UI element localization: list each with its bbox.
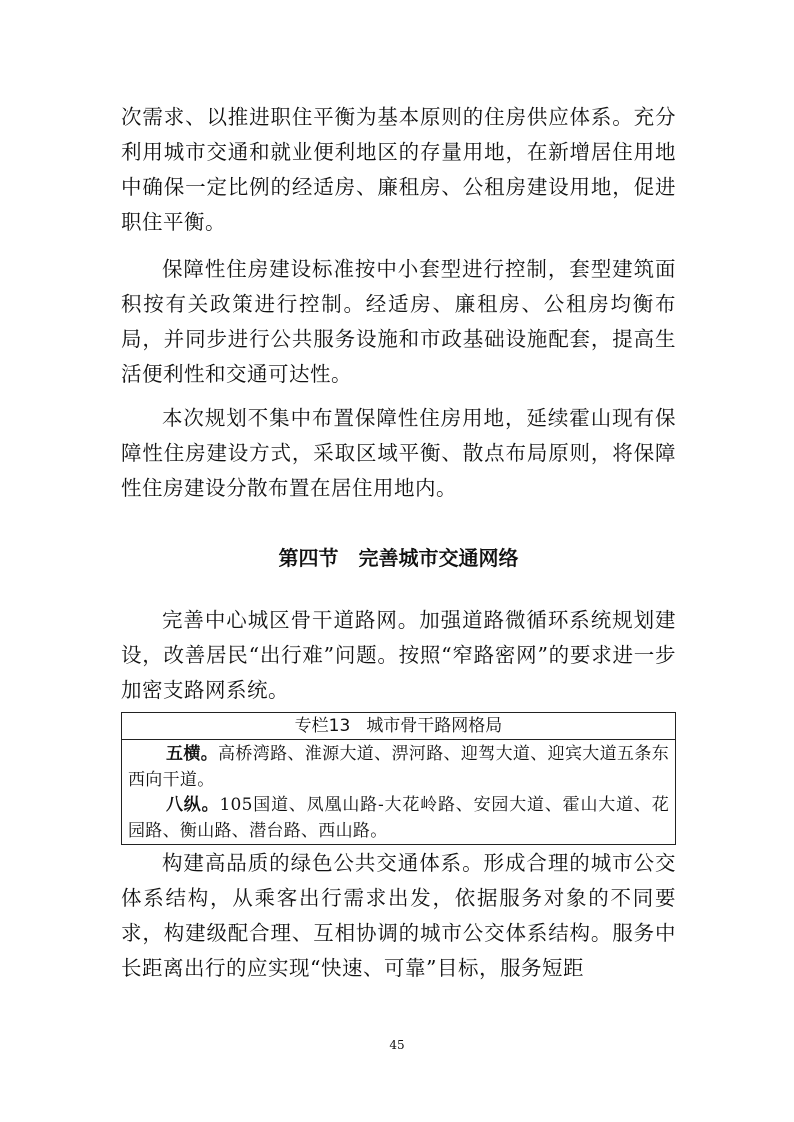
column-box-body (122, 740, 675, 844)
column-label: 专栏13 (294, 716, 351, 736)
column-item-vertical (128, 793, 669, 844)
item-label: 八纵。 (166, 795, 220, 815)
paragraph-road-network: 完善中心城区骨干道路网。加强道路微循环系统规划建设，改善居民“出行难”问题。按照“窄路密网”的要求进一步加密支路网系统。 (121, 608, 676, 702)
column-box-title (122, 713, 675, 740)
paragraph-public-transit: 构建高品质的绿色公共交通体系。形成合理的城市公交体系结构，从乘客出行需求出发，依据服务对象的不同要求，构建级配合理、互相协调的城市公交体系结构。服务中长距离出行的应实现“快速、可靠”目标，服务短距 (121, 851, 676, 980)
column-item-horizontal (128, 742, 669, 793)
item-text: 高桥湾路、淮源大道、淠河路、迎驾大道、迎宾大道五条东西向干道。 (128, 744, 669, 790)
column-title: 城市骨干路网格局 (366, 716, 503, 736)
item-text: 105国道、凤凰山路-大花岭路、安园大道、霍山大道、花园路、衡山路、潜台路、西山路。 (128, 795, 669, 841)
paragraph-housing-standards: 保障性住房建设标准按中小套型进行控制，套型建筑面积按有关政策进行控制。经适房、廉租房、公租房均衡布局，并同步进行公共服务设施和市政基础设施配套，提高生活便利性和交通可达性。 (121, 257, 676, 386)
section-heading: 第四节 完善城市交通网络 (278, 546, 519, 570)
column-box (121, 712, 676, 845)
paragraph-housing-supply: 次需求、以推进职住平衡为基本原则的住房供应体系。充分利用城市交通和就业便利地区的存量用地，在新增居住用地中确保一定比例的经适房、廉租房、公租房建设用地，促进职住平衡。 (121, 105, 676, 234)
page-number: 45 (389, 1038, 405, 1052)
paragraph-housing-layout: 本次规划不集中布置保障性住房用地，延续霍山现有保障性住房建设方式，采取区域平衡、散点布局原则，将保障性住房建设分散布置在居住用地内。 (121, 406, 676, 500)
item-label: 五横。 (166, 744, 219, 764)
